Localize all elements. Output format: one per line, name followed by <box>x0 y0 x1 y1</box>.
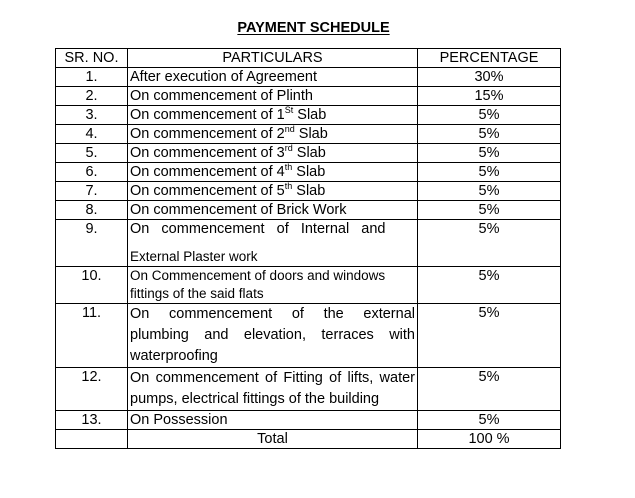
table-row <box>56 68 561 87</box>
particulars-text: Slab <box>294 126 328 142</box>
percentage-cell: 15% <box>418 87 561 106</box>
particulars-line: fittings of the said flats <box>130 286 264 301</box>
total-label: Total <box>128 430 418 449</box>
sr-no-cell: 13. <box>56 411 128 430</box>
particulars-cell <box>128 125 418 144</box>
percentage-cell: 5% <box>418 163 561 182</box>
particulars-text: Slab <box>292 145 326 161</box>
sr-no-cell: 8. <box>56 201 128 220</box>
table-header-row <box>56 49 561 68</box>
table-row <box>56 304 561 368</box>
particulars-cell <box>128 144 418 163</box>
particulars-cell: On commencement of Brick Work <box>128 201 418 220</box>
sr-no-cell: 12. <box>56 368 128 411</box>
particulars-cell <box>128 106 418 125</box>
particulars-line: On commencement of Internal and <box>130 221 386 237</box>
particulars-text: On commencement of 5 <box>130 183 285 199</box>
particulars-line: External Plaster work <box>130 249 258 264</box>
table-row <box>56 201 561 220</box>
percentage-cell: 5% <box>418 411 561 430</box>
percentage-cell: 5% <box>418 182 561 201</box>
ordinal-suffix: th <box>284 162 293 172</box>
sr-no-cell: 7. <box>56 182 128 201</box>
ordinal-suffix: th <box>284 181 293 191</box>
header-sr-no: SR. NO. <box>56 49 128 68</box>
particulars-cell: After execution of Agreement <box>128 68 418 87</box>
particulars-cell <box>128 182 418 201</box>
particulars-cell: On commencement of the external plumbing and elevation, terraces with waterproofing <box>128 304 418 368</box>
document-title: PAYMENT SCHEDULE <box>237 20 390 36</box>
percentage-cell: 5% <box>418 201 561 220</box>
particulars-text: On commencement of 4 <box>130 164 285 180</box>
percentage-cell: 5% <box>418 368 561 411</box>
table-row <box>56 411 561 430</box>
particulars-cell: On Possession <box>128 411 418 430</box>
particulars-text: Slab <box>292 164 326 180</box>
table-row <box>56 220 561 267</box>
percentage-cell: 5% <box>418 304 561 368</box>
sr-no-cell: 3. <box>56 106 128 125</box>
percentage-cell: 5% <box>418 220 561 267</box>
particulars-cell: On commencement of Plinth <box>128 87 418 106</box>
table-row <box>56 182 561 201</box>
sr-no-cell: 9. <box>56 220 128 267</box>
empty-cell <box>56 430 128 449</box>
sr-no-cell: 11. <box>56 304 128 368</box>
ordinal-suffix: rd <box>284 143 293 153</box>
particulars-text: On commencement of 1 <box>130 107 285 123</box>
particulars-text: On commencement of 3 <box>130 145 285 161</box>
particulars-text: Slab <box>292 183 326 199</box>
particulars-cell <box>128 267 418 304</box>
payment-schedule-table <box>55 48 561 449</box>
percentage-cell: 5% <box>418 144 561 163</box>
percentage-cell: 5% <box>418 267 561 304</box>
particulars-cell <box>128 220 418 267</box>
sr-no-cell: 10. <box>56 267 128 304</box>
sr-no-cell: 1. <box>56 68 128 87</box>
table-row <box>56 267 561 304</box>
sr-no-cell: 2. <box>56 87 128 106</box>
header-particulars: PARTICULARS <box>128 49 418 68</box>
particulars-line: On Commencement of doors and windows <box>130 268 386 283</box>
total-row <box>56 430 561 449</box>
sr-no-cell: 5. <box>56 144 128 163</box>
percentage-cell: 5% <box>418 125 561 144</box>
particulars-text: Slab <box>293 107 327 123</box>
particulars-text: On commencement of 2 <box>130 126 285 142</box>
particulars-cell: On commencement of Fitting of lifts, water pumps, electrical fittings of the building <box>128 368 418 411</box>
percentage-cell: 5% <box>418 106 561 125</box>
header-percentage: PERCENTAGE <box>418 49 561 68</box>
ordinal-suffix: St <box>284 105 294 115</box>
percentage-cell: 30% <box>418 68 561 87</box>
total-percentage: 100 % <box>418 430 561 449</box>
table-row <box>56 87 561 106</box>
table-row <box>56 106 561 125</box>
table-row <box>56 144 561 163</box>
ordinal-suffix: nd <box>284 124 295 134</box>
table-row <box>56 163 561 182</box>
table-row <box>56 368 561 411</box>
sr-no-cell: 6. <box>56 163 128 182</box>
sr-no-cell: 4. <box>56 125 128 144</box>
particulars-cell <box>128 163 418 182</box>
table-row <box>56 125 561 144</box>
